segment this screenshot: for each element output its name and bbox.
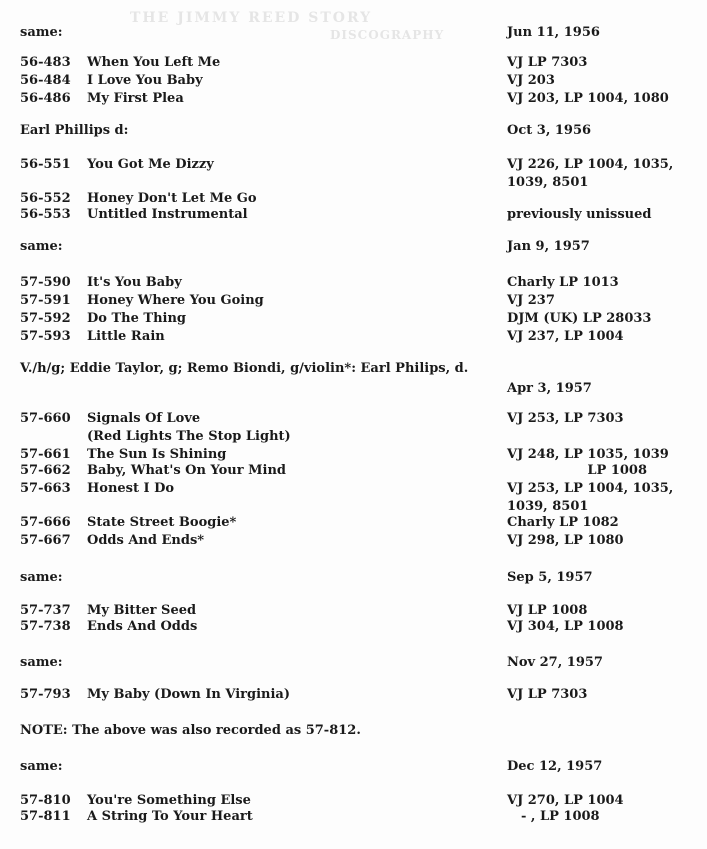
track-row xyxy=(0,480,707,498)
issue-info: VJ LP 1008 xyxy=(507,603,588,618)
session-header xyxy=(0,654,707,672)
track-row xyxy=(0,274,707,292)
session-label: same: xyxy=(20,239,63,254)
matrix-number: 57-593 xyxy=(20,329,71,344)
issue-info: 1039, 8501 xyxy=(507,499,589,514)
matrix-number: 57-737 xyxy=(20,603,71,618)
issue-info: VJ 253, LP 1004, 1035, xyxy=(507,481,674,496)
track-row xyxy=(0,54,707,72)
issue-info: 1039, 8501 xyxy=(507,175,589,190)
personnel-line xyxy=(0,360,707,378)
session-label: same: xyxy=(20,25,63,40)
bleed-through-header: THE JIMMY REED STORY xyxy=(130,10,373,26)
track-row xyxy=(0,310,707,328)
issue-info: VJ 270, LP 1004 xyxy=(507,793,624,808)
matrix-number: 56-551 xyxy=(20,157,71,172)
session-label: same: xyxy=(20,655,63,670)
track-title: The Sun Is Shining xyxy=(87,447,227,462)
note-line xyxy=(0,722,707,740)
track-title: It's You Baby xyxy=(87,275,182,290)
matrix-number: 57-667 xyxy=(20,533,71,548)
track-title: My First Plea xyxy=(87,91,184,106)
matrix-number: 57-592 xyxy=(20,311,71,326)
matrix-number: 57-811 xyxy=(20,809,71,824)
matrix-number: 57-590 xyxy=(20,275,71,290)
issue-info: Charly LP 1013 xyxy=(507,275,619,290)
track-row xyxy=(0,206,707,224)
session-label: same: xyxy=(20,759,63,774)
session-date: Apr 3, 1957 xyxy=(507,381,592,396)
track-title: Ends And Odds xyxy=(87,619,198,634)
title-continuation xyxy=(0,428,707,446)
session-date: Jan 9, 1957 xyxy=(507,239,590,254)
issue-info: VJ 248, LP 1035, 1039 xyxy=(507,447,669,462)
track-row xyxy=(0,328,707,346)
matrix-number: 57-810 xyxy=(20,793,71,808)
session-date: Dec 12, 1957 xyxy=(507,759,603,774)
track-row xyxy=(0,808,707,826)
track-title: Baby, What's On Your Mind xyxy=(87,463,286,478)
track-title: I Love You Baby xyxy=(87,73,203,88)
personnel-text: V./h/g; Eddie Taylor, g; Remo Biondi, g/violin*: Earl Philips, d. xyxy=(20,361,469,376)
issue-info: VJ 226, LP 1004, 1035, xyxy=(507,157,674,172)
issue-info: VJ LP 7303 xyxy=(507,687,588,702)
matrix-number: 56-484 xyxy=(20,73,71,88)
issue-info: Charly LP 1082 xyxy=(507,515,619,530)
issue-info: previously unissued xyxy=(507,207,652,222)
matrix-number: 56-483 xyxy=(20,55,71,70)
session-header xyxy=(0,122,707,140)
issue-info: VJ 203, LP 1004, 1080 xyxy=(507,91,669,106)
issue-info: LP 1008 xyxy=(587,463,647,478)
issue-info: VJ 237, LP 1004 xyxy=(507,329,624,344)
matrix-number: 57-661 xyxy=(20,447,71,462)
session-header xyxy=(0,238,707,256)
issue-info: - , LP 1008 xyxy=(521,809,600,824)
issue-info: VJ 298, LP 1080 xyxy=(507,533,624,548)
issue-info: VJ 304, LP 1008 xyxy=(507,619,624,634)
session-header xyxy=(0,569,707,587)
matrix-number: 57-591 xyxy=(20,293,71,308)
matrix-number: 57-738 xyxy=(20,619,71,634)
matrix-number: 57-793 xyxy=(20,687,71,702)
matrix-number: 56-552 xyxy=(20,191,71,206)
session-header xyxy=(0,24,707,42)
matrix-number: 56-553 xyxy=(20,207,71,222)
issue-info: VJ 237 xyxy=(507,293,555,308)
track-row xyxy=(0,514,707,532)
session-date: Nov 27, 1957 xyxy=(507,655,603,670)
bleed-through-subheader: DISCOGRAPHY xyxy=(330,28,445,42)
session-label: same: xyxy=(20,570,63,585)
session-date: Jun 11, 1956 xyxy=(507,25,600,40)
track-title: Untitled Instrumental xyxy=(87,207,248,222)
track-row xyxy=(0,410,707,428)
track-row xyxy=(0,686,707,704)
track-title: You're Something Else xyxy=(87,793,251,808)
matrix-number: 57-663 xyxy=(20,481,71,496)
track-title: When You Left Me xyxy=(87,55,221,70)
issue-info: VJ LP 7303 xyxy=(507,55,588,70)
track-title: My Baby (Down In Virginia) xyxy=(87,687,291,702)
track-title: State Street Boogie* xyxy=(87,515,237,530)
issue-info: VJ 253, LP 7303 xyxy=(507,411,624,426)
session-header xyxy=(0,758,707,776)
track-title: Signals Of Love xyxy=(87,411,201,426)
track-title: Honey Where You Going xyxy=(87,293,264,308)
track-title: Odds And Ends* xyxy=(87,533,205,548)
session-date: Sep 5, 1957 xyxy=(507,570,593,585)
track-row xyxy=(0,292,707,310)
track-row xyxy=(0,72,707,90)
track-title: A String To Your Heart xyxy=(87,809,253,824)
track-row xyxy=(0,532,707,550)
matrix-number: 57-662 xyxy=(20,463,71,478)
track-title: (Red Lights The Stop Light) xyxy=(87,429,291,444)
matrix-number: 57-666 xyxy=(20,515,71,530)
track-title: My Bitter Seed xyxy=(87,603,197,618)
session-label: Earl Phillips d: xyxy=(20,123,129,138)
track-title: Honest I Do xyxy=(87,481,175,496)
track-row xyxy=(0,462,707,480)
matrix-number: 56-486 xyxy=(20,91,71,106)
track-row xyxy=(0,156,707,174)
track-title: You Got Me Dizzy xyxy=(87,157,214,172)
matrix-number: 57-660 xyxy=(20,411,71,426)
issue-info: VJ 203 xyxy=(507,73,555,88)
track-title: Little Rain xyxy=(87,329,165,344)
issue-info: DJM (UK) LP 28033 xyxy=(507,311,652,326)
session-header xyxy=(0,380,707,398)
note-text: NOTE: The above was also recorded as 57-812. xyxy=(20,723,361,738)
track-title: Honey Don't Let Me Go xyxy=(87,191,257,206)
track-title: Do The Thing xyxy=(87,311,186,326)
track-row xyxy=(0,618,707,636)
session-date: Oct 3, 1956 xyxy=(507,123,592,138)
track-row xyxy=(0,90,707,108)
